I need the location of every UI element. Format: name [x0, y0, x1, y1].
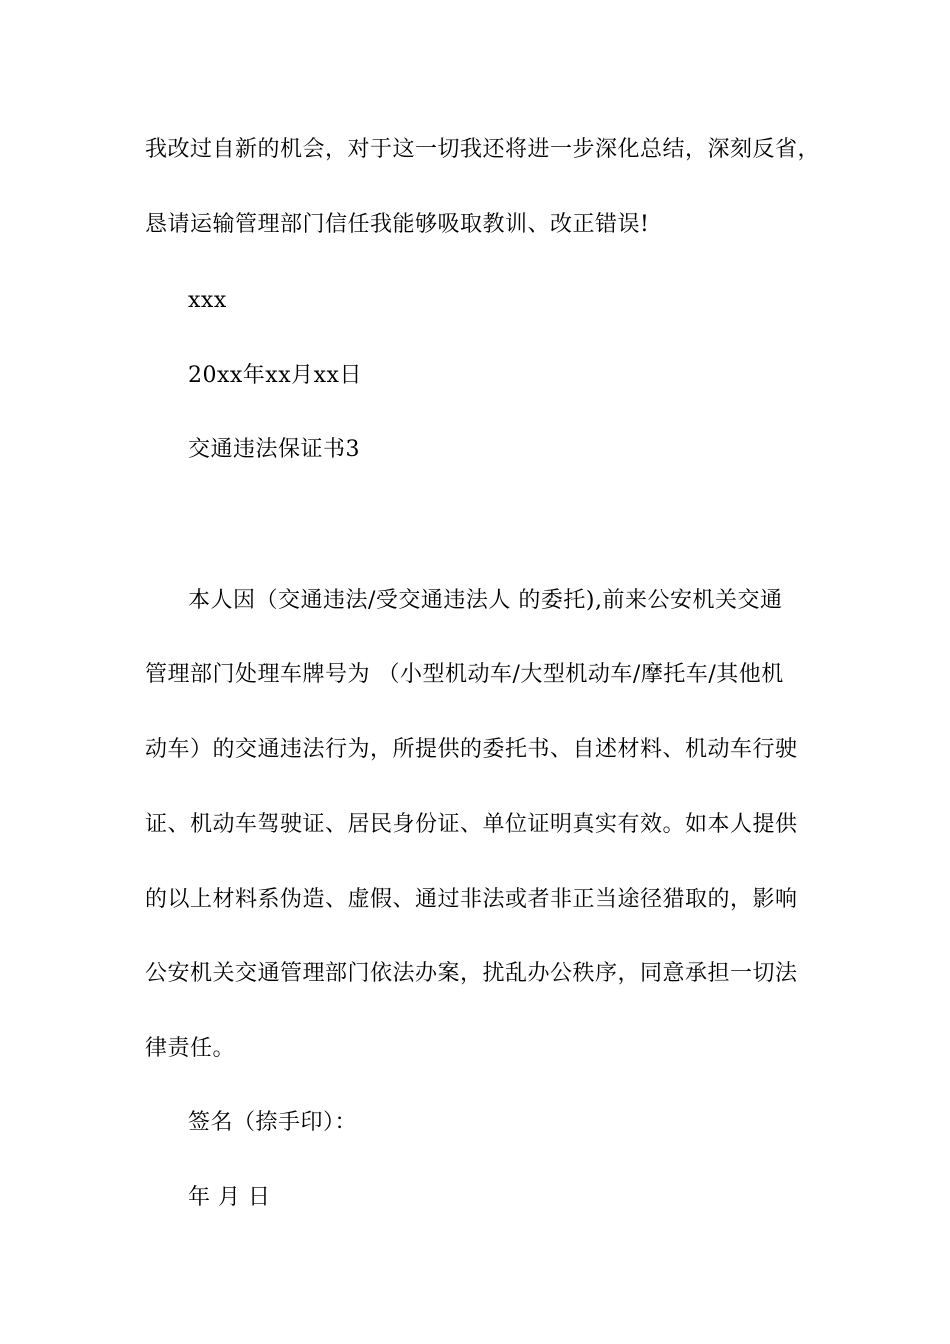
sign-label: 签名（捺手印）： — [188, 1110, 358, 1135]
body-line-7: 律责任。 — [145, 1036, 236, 1061]
section-title: 交通违法保证书3 — [188, 437, 360, 462]
signature-date: 20xx年xx月xx日 — [188, 363, 362, 388]
body-line-2: 管理部门处理车牌号为 （小型机动车/大型机动车/摩托车/其他机 — [145, 662, 784, 687]
body-line-6: 公安机关交通管理部门依法办案，扰乱办公秩序，同意承担一切法 — [145, 961, 798, 986]
date-blank: 年 月 日 — [188, 1185, 271, 1210]
body-line-1: 本人因（交通违法/受交通违法人 的委托),前来公安机关交通 — [188, 588, 783, 613]
body-line-3: 动车）的交通违法行为，所提供的委托书、自述材料、机动车行驶 — [145, 737, 798, 762]
body-line-4: 证、机动车驾驶证、居民身份证、单位证明真实有效。如本人提供 — [145, 812, 798, 837]
continuation-line-1: 我改过自新的机会，对于这一切我还将进一步深化总结，深刻反省， — [145, 137, 821, 162]
body-line-5: 的以上材料系伪造、虚假、通过非法或者非正当途径猎取的，影响 — [145, 887, 798, 912]
signature-name: xxx — [188, 288, 227, 313]
continuation-line-2: 恳请运输管理部门信任我能够吸取教训、改正错误! — [145, 212, 650, 237]
